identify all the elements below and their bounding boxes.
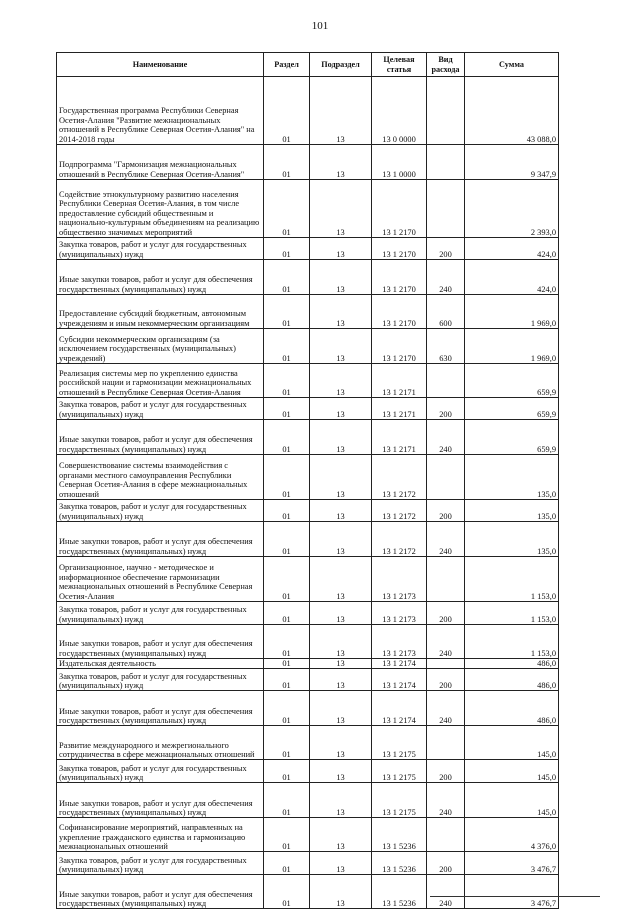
table-row <box>57 669 559 691</box>
cell-vid: 200 <box>427 760 465 783</box>
table-row <box>57 602 559 625</box>
cell-vid: 600 <box>427 295 465 329</box>
cell-summa: 3 476,7 <box>465 852 559 875</box>
cell-summa: 4 376,0 <box>465 818 559 852</box>
cell-podrazdel: 13 <box>310 602 372 625</box>
cell-name: Подпрограмма "Гармонизация межнациональных отношений в Республике Северная Осетия-Алания" <box>57 145 264 180</box>
cell-razdel: 01 <box>264 783 310 818</box>
header-statya: Целевая статья <box>372 53 427 77</box>
table-row <box>57 818 559 852</box>
table-row <box>57 398 559 420</box>
table-row <box>57 500 559 522</box>
table-row <box>57 726 559 760</box>
cell-summa: 1 969,0 <box>465 295 559 329</box>
cell-statya: 13 1 2170 <box>372 260 427 295</box>
cell-razdel: 01 <box>264 852 310 875</box>
table-row <box>57 455 559 500</box>
cell-podrazdel: 13 <box>310 364 372 398</box>
cell-name: Закупка товаров, работ и услуг для государственных (муниципальных) нужд <box>57 398 264 420</box>
cell-statya: 13 1 2174 <box>372 659 427 669</box>
cell-podrazdel: 13 <box>310 455 372 500</box>
cell-name: Содействие этнокультурному развитию населения Республики Северная Осетия-Алания, в том числе предоставление субсидий общественным и национально-культурным объединениям на реализацию общественно значимых мероприятий <box>57 180 264 238</box>
cell-vid <box>427 557 465 602</box>
cell-razdel: 01 <box>264 557 310 602</box>
cell-podrazdel: 13 <box>310 852 372 875</box>
header-vid: Вид расхода <box>427 53 465 77</box>
table-header-row <box>57 53 559 77</box>
cell-statya: 13 1 2170 <box>372 295 427 329</box>
cell-name: Государственная программа Республики Северная Осетия-Алания "Развитие межнациональных отношений в Республике Северная Осетия-Алания" на 2014-2018 годы <box>57 77 264 145</box>
cell-razdel: 01 <box>264 295 310 329</box>
table-row <box>57 659 559 669</box>
cell-summa: 659,9 <box>465 398 559 420</box>
cell-name: Совершенствование системы взаимодействия с органами местного самоуправления Республики Северная Осетия-Алания в сфере межнациональных отношений <box>57 455 264 500</box>
cell-podrazdel: 13 <box>310 875 372 909</box>
cell-razdel: 01 <box>264 260 310 295</box>
cell-summa: 1 969,0 <box>465 329 559 364</box>
cell-statya: 13 1 2175 <box>372 783 427 818</box>
cell-statya: 13 1 2171 <box>372 398 427 420</box>
cell-podrazdel: 13 <box>310 295 372 329</box>
cell-podrazdel: 13 <box>310 760 372 783</box>
header-podrazdel: Подраздел <box>310 53 372 77</box>
table-row <box>57 329 559 364</box>
table-row <box>57 180 559 238</box>
cell-vid: 240 <box>427 691 465 726</box>
table-row <box>57 145 559 180</box>
cell-podrazdel: 13 <box>310 726 372 760</box>
table-row <box>57 364 559 398</box>
cell-statya: 13 1 5236 <box>372 875 427 909</box>
cell-razdel: 01 <box>264 625 310 659</box>
cell-razdel: 01 <box>264 420 310 455</box>
header-summa: Сумма <box>465 53 559 77</box>
cell-summa: 659,9 <box>465 420 559 455</box>
table-row <box>57 783 559 818</box>
cell-vid <box>427 818 465 852</box>
cell-razdel: 01 <box>264 818 310 852</box>
cell-summa: 145,0 <box>465 726 559 760</box>
cell-name: Иные закупки товаров, работ и услуг для обеспечения государственных (муниципальных) нужд <box>57 625 264 659</box>
cell-vid: 200 <box>427 602 465 625</box>
cell-podrazdel: 13 <box>310 145 372 180</box>
table-row <box>57 875 559 909</box>
cell-summa: 424,0 <box>465 238 559 260</box>
cell-razdel: 01 <box>264 398 310 420</box>
cell-summa: 486,0 <box>465 691 559 726</box>
cell-podrazdel: 13 <box>310 625 372 659</box>
cell-name: Иные закупки товаров, работ и услуг для обеспечения государственных (муниципальных) нужд <box>57 522 264 557</box>
cell-summa: 43 088,0 <box>465 77 559 145</box>
cell-vid <box>427 726 465 760</box>
table-row <box>57 238 559 260</box>
cell-vid <box>427 455 465 500</box>
cell-podrazdel: 13 <box>310 783 372 818</box>
cell-razdel: 01 <box>264 875 310 909</box>
cell-statya: 13 1 5236 <box>372 852 427 875</box>
cell-podrazdel: 13 <box>310 522 372 557</box>
cell-statya: 13 1 2170 <box>372 329 427 364</box>
cell-statya: 13 1 2174 <box>372 691 427 726</box>
cell-razdel: 01 <box>264 760 310 783</box>
budget-table <box>56 52 559 909</box>
cell-vid: 240 <box>427 260 465 295</box>
cell-podrazdel: 13 <box>310 691 372 726</box>
cell-vid <box>427 145 465 180</box>
cell-vid: 630 <box>427 329 465 364</box>
cell-name: Субсидии некоммерческим организациям (за исключением государственных (муниципальных) учреждений) <box>57 329 264 364</box>
cell-vid: 240 <box>427 783 465 818</box>
cell-razdel: 01 <box>264 180 310 238</box>
cell-podrazdel: 13 <box>310 420 372 455</box>
cell-summa: 1 153,0 <box>465 602 559 625</box>
cell-statya: 13 1 2171 <box>372 364 427 398</box>
cell-podrazdel: 13 <box>310 398 372 420</box>
cell-summa: 1 153,0 <box>465 625 559 659</box>
cell-razdel: 01 <box>264 455 310 500</box>
cell-name: Закупка товаров, работ и услуг для государственных (муниципальных) нужд <box>57 602 264 625</box>
table-row <box>57 557 559 602</box>
table-row <box>57 522 559 557</box>
cell-podrazdel: 13 <box>310 818 372 852</box>
cell-razdel: 01 <box>264 691 310 726</box>
cell-statya: 13 1 2170 <box>372 238 427 260</box>
cell-summa: 9 347,9 <box>465 145 559 180</box>
cell-vid: 200 <box>427 669 465 691</box>
cell-razdel: 01 <box>264 522 310 557</box>
header-razdel: Раздел <box>264 53 310 77</box>
cell-vid <box>427 77 465 145</box>
cell-vid: 240 <box>427 522 465 557</box>
cell-podrazdel: 13 <box>310 500 372 522</box>
cell-name: Иные закупки товаров, работ и услуг для обеспечения государственных (муниципальных) нужд <box>57 783 264 818</box>
cell-name: Закупка товаров, работ и услуг для государственных (муниципальных) нужд <box>57 238 264 260</box>
cell-vid: 240 <box>427 420 465 455</box>
cell-name: Софинансирование мероприятий, направленных на укрепление гражданского единства и гармонизацию межнациональных отношений <box>57 818 264 852</box>
cell-summa: 135,0 <box>465 522 559 557</box>
cell-razdel: 01 <box>264 659 310 669</box>
cell-podrazdel: 13 <box>310 238 372 260</box>
table-row <box>57 691 559 726</box>
cell-name: Иные закупки товаров, работ и услуг для обеспечения государственных (муниципальных) нужд <box>57 420 264 455</box>
cell-statya: 13 1 2172 <box>372 455 427 500</box>
cell-name: Реализация системы мер по укреплению единства российской нации и гармонизации межнациональных отношений в Республике Северная Осетия-Алания <box>57 364 264 398</box>
cell-name: Иные закупки товаров, работ и услуг для обеспечения государственных (муниципальных) нужд <box>57 691 264 726</box>
footer-line <box>430 896 600 897</box>
cell-statya: 13 1 2172 <box>372 500 427 522</box>
cell-name: Предоставление субсидий бюджетным, автономным учреждениям и иным некоммерческим организациям <box>57 295 264 329</box>
cell-name: Закупка товаров, работ и услуг для государственных (муниципальных) нужд <box>57 760 264 783</box>
cell-podrazdel: 13 <box>310 77 372 145</box>
cell-summa: 145,0 <box>465 783 559 818</box>
cell-statya: 13 1 2171 <box>372 420 427 455</box>
header-name: Наименование <box>57 53 264 77</box>
cell-razdel: 01 <box>264 669 310 691</box>
cell-statya: 13 1 2173 <box>372 602 427 625</box>
cell-podrazdel: 13 <box>310 557 372 602</box>
cell-statya: 13 1 2173 <box>372 557 427 602</box>
cell-razdel: 01 <box>264 726 310 760</box>
cell-summa: 1 153,0 <box>465 557 559 602</box>
cell-razdel: 01 <box>264 77 310 145</box>
cell-razdel: 01 <box>264 329 310 364</box>
table-row <box>57 625 559 659</box>
cell-statya: 13 1 2175 <box>372 760 427 783</box>
cell-vid: 200 <box>427 852 465 875</box>
cell-vid: 240 <box>427 625 465 659</box>
cell-vid: 240 <box>427 875 465 909</box>
cell-vid: 200 <box>427 500 465 522</box>
cell-vid: 200 <box>427 238 465 260</box>
cell-statya: 13 1 2172 <box>372 522 427 557</box>
cell-statya: 13 1 2174 <box>372 669 427 691</box>
cell-statya: 13 1 2173 <box>372 625 427 659</box>
cell-summa: 135,0 <box>465 500 559 522</box>
page-number: 101 <box>311 20 329 32</box>
cell-name: Иные закупки товаров, работ и услуг для обеспечения государственных (муниципальных) нужд <box>57 875 264 909</box>
cell-statya: 13 1 2170 <box>372 180 427 238</box>
cell-razdel: 01 <box>264 145 310 180</box>
table-row <box>57 77 559 145</box>
cell-statya: 13 0 0000 <box>372 77 427 145</box>
cell-razdel: 01 <box>264 602 310 625</box>
table-row <box>57 295 559 329</box>
cell-statya: 13 1 2175 <box>372 726 427 760</box>
cell-podrazdel: 13 <box>310 329 372 364</box>
table-body <box>57 77 559 909</box>
cell-summa: 486,0 <box>465 659 559 669</box>
cell-razdel: 01 <box>264 500 310 522</box>
cell-podrazdel: 13 <box>310 669 372 691</box>
cell-name: Закупка товаров, работ и услуг для государственных (муниципальных) нужд <box>57 852 264 875</box>
cell-name: Организационное, научно - методическое и информационное обеспечение гармонизации межнациональных отношений в Республике Северная Осетия-Алания <box>57 557 264 602</box>
cell-vid <box>427 180 465 238</box>
cell-summa: 2 393,0 <box>465 180 559 238</box>
cell-name: Закупка товаров, работ и услуг для государственных (муниципальных) нужд <box>57 669 264 691</box>
table-row <box>57 420 559 455</box>
cell-name: Закупка товаров, работ и услуг для государственных (муниципальных) нужд <box>57 500 264 522</box>
cell-statya: 13 1 5236 <box>372 818 427 852</box>
table-row <box>57 260 559 295</box>
table-row <box>57 760 559 783</box>
cell-summa: 486,0 <box>465 669 559 691</box>
cell-vid <box>427 364 465 398</box>
cell-summa: 3 476,7 <box>465 875 559 909</box>
cell-name: Издательская деятельность <box>57 659 264 669</box>
cell-vid <box>427 659 465 669</box>
cell-razdel: 01 <box>264 364 310 398</box>
cell-razdel: 01 <box>264 238 310 260</box>
cell-podrazdel: 13 <box>310 659 372 669</box>
cell-statya: 13 1 0000 <box>372 145 427 180</box>
cell-vid: 200 <box>427 398 465 420</box>
table-row <box>57 852 559 875</box>
cell-summa: 145,0 <box>465 760 559 783</box>
cell-summa: 659,9 <box>465 364 559 398</box>
cell-podrazdel: 13 <box>310 260 372 295</box>
cell-podrazdel: 13 <box>310 180 372 238</box>
cell-summa: 135,0 <box>465 455 559 500</box>
cell-summa: 424,0 <box>465 260 559 295</box>
cell-name: Развитие международного и межрегионального сотрудничества в сфере межнациональных отношений <box>57 726 264 760</box>
cell-name: Иные закупки товаров, работ и услуг для обеспечения государственных (муниципальных) нужд <box>57 260 264 295</box>
